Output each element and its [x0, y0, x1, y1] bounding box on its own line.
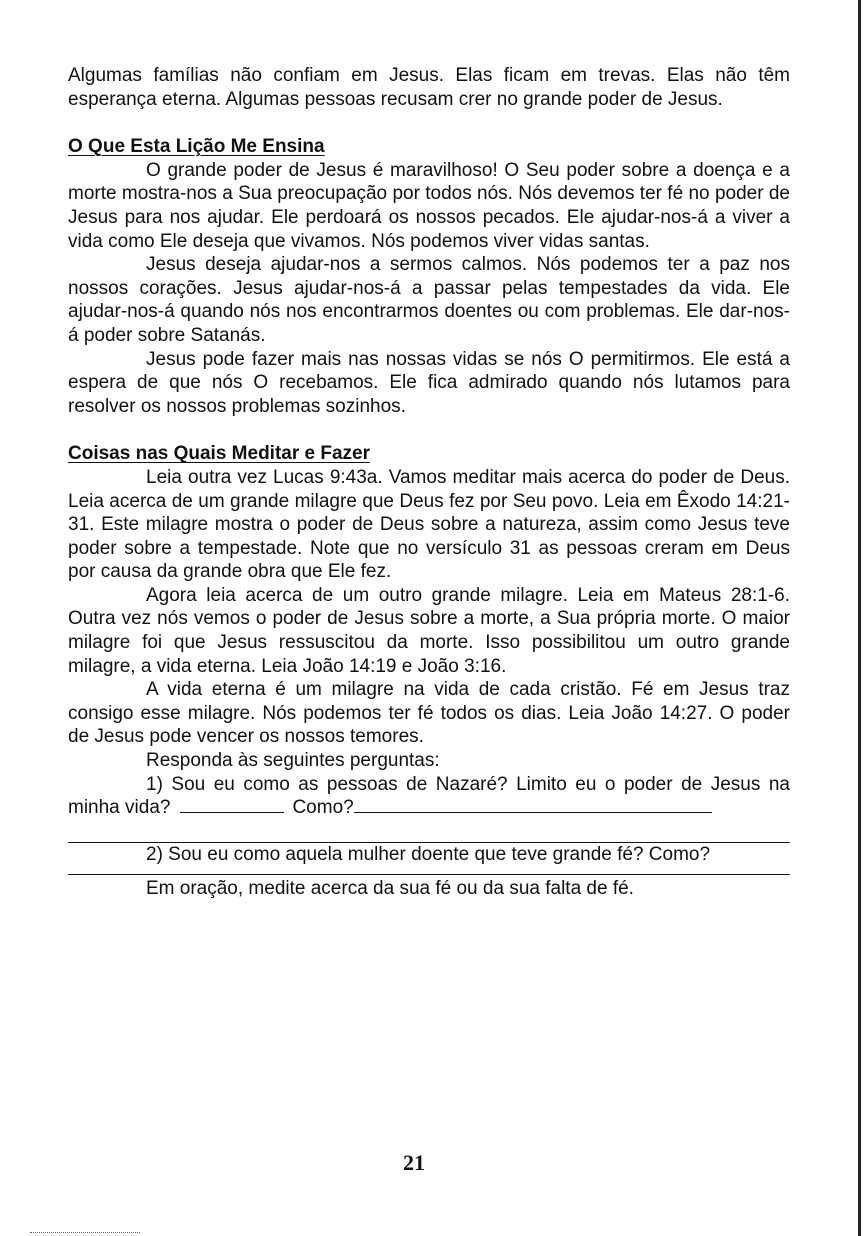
question-1-text: 1) Sou eu como as pessoas de Nazaré? Limito eu o poder de Jesus na minha vida? — [68, 773, 790, 819]
answer-line-1[interactable] — [68, 820, 790, 843]
lesson-paragraph-3: Jesus pode fazer mais nas nossas vidas se nós O permitirmos. Ele está a espera de que nós O recebamos. Ele fica admirado quando nós lutamos para resolver os nossos problemas sozinhos. — [68, 348, 790, 417]
question-1-how: Como? — [292, 797, 354, 819]
lesson-paragraph-1: O grande poder de Jesus é maravilhoso! O Seu poder sobre a doença e a morte mostra-nos a Sua preocupação por todos nós. Nós devemos ter fé no poder de Jesus para nos ajudar. Ele perdoará os nossos pecados. Ele ajudar-nos-á a viver a vida como Ele deseja que vivamos. Nós podemos viver vidas santas. — [68, 159, 790, 252]
answer-blank-1[interactable] — [180, 796, 284, 813]
question-1 — [68, 773, 790, 820]
spacer — [68, 111, 790, 135]
document-page — [68, 64, 790, 901]
question-2: 2) Sou eu como aquela mulher doente que teve grande fé? Como? — [146, 843, 711, 865]
scan-edge-line — [858, 0, 861, 1236]
scan-artifact — [30, 1232, 140, 1234]
intro-paragraph: Algumas famílias não confiam em Jesus. Elas ficam em trevas. Elas não têm esperança eterna. Algumas pessoas recusam crer no grande poder de Jesus. — [68, 65, 790, 110]
spacer — [68, 418, 790, 442]
lesson-paragraph-2: Jesus deseja ajudar-nos a sermos calmos. Nós podemos ter a paz nos nossos corações. Jesus ajudar-nos-á a passar pelas tempestades da vida. Ele ajudar-nos-á quando nós nos encontrarmos doentes ou com problemas. Ele dar-nos-á poder sobre Satanás. — [68, 254, 790, 346]
page-number: 21 — [403, 1150, 425, 1175]
meditate-paragraph-3: A vida eterna é um milagre na vida de cada cristão. Fé em Jesus traz consigo esse milagre. Nós podemos ter fé todos os dias. Leia João 14:27. O poder de Jesus pode vencer os nossos temores. — [68, 679, 790, 748]
questions-prompt: Responda às seguintes perguntas: — [146, 750, 440, 772]
section-heading-meditate: Coisas nas Quais Meditar e Fazer — [68, 443, 371, 465]
closing-instruction: Em oração, medite acerca da sua fé ou da sua falta de fé. — [146, 878, 634, 900]
meditate-paragraph-1: Leia outra vez Lucas 9:43a. Vamos meditar mais acerca do poder de Deus. Leia acerca de um grande milagre que Deus fez por Seu povo. Leia em Êxodo 14:21-31. Este milagre mostra o poder de Deus sobre a natureza, assim como Jesus teve poder sobre a tempestade. Note que no versículo 31 as pessoas creram em Deus por causa da grande obra que Ele fez. — [68, 466, 790, 583]
meditate-paragraph-2: Agora leia acerca de um outro grande milagre. Leia em Mateus 28:1-6. Outra vez nós vemos o poder de Jesus sobre a morte, a Sua própria morte. O maior milagre foi que Jesus ressuscitou da morte. Isso possibilitou um outro grande milagre, a vida eterna. Leia João 14:19 e João 3:16. — [68, 584, 790, 677]
section-heading-lesson: O Que Esta Lição Me Ensina — [68, 136, 325, 158]
answer-blank-2[interactable] — [354, 796, 712, 813]
answer-line-2[interactable] — [68, 866, 790, 875]
